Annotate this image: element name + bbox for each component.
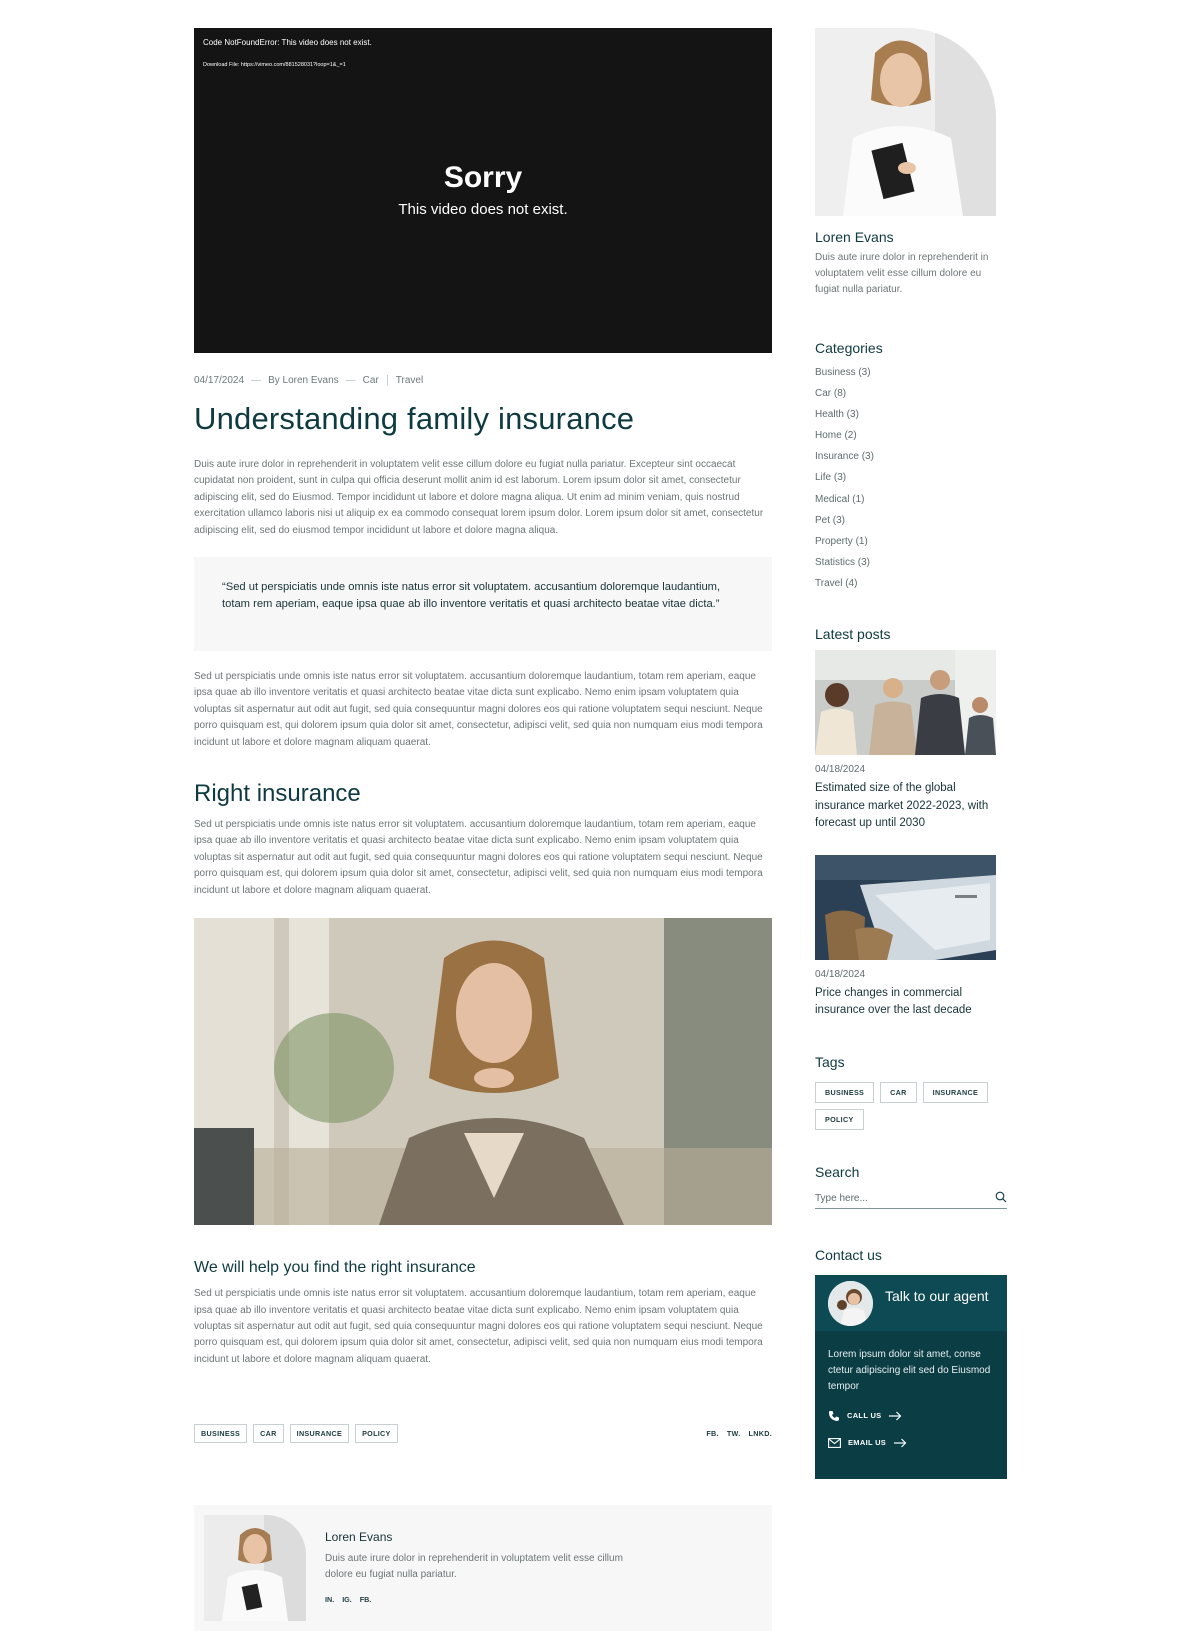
article-paragraph: Sed ut perspiciatis unde omnis iste natus error sit voluptatem. accusantium doloremque laudantium, totam rem aperiam, eaque ipsa quae ab illo inventore veritatis et quasi architecto beatae vitae dicta sunt explicabo. Nemo enim ipsam voluptatem quia voluptas sit aspernatur aut odit aut fugit, sed quia consequuntur magni dolores eos qui ratione voluptatem sequi nesciunt. Neque porro quisquam est, qui dolorem ipsum quia dolor sit amet, consectetur, adipisci velit, sed quia non numquam eius modi tempora incidunt ut labore et dolore magnam aliquam quaerat. xyxy=(194,1288,763,1365)
article-date: 04/17/2024 xyxy=(194,374,245,386)
meta-separator: — xyxy=(345,374,356,386)
search-widget xyxy=(815,1164,1007,1209)
latest-posts-title: Latest posts xyxy=(815,626,891,643)
phone-icon xyxy=(828,1410,840,1422)
categories-title: Categories xyxy=(815,340,883,356)
category-item[interactable]: Home (2) xyxy=(815,430,857,442)
sidebar-author-photo xyxy=(815,28,996,216)
category-item[interactable]: Car (8) xyxy=(815,388,847,400)
tags-cloud xyxy=(815,1082,1007,1130)
article-column xyxy=(194,28,772,1631)
article-tags xyxy=(194,1424,398,1443)
search-title: Search xyxy=(815,1163,860,1180)
call-us-label: CALL US xyxy=(847,1411,882,1421)
category-item[interactable]: Pet (3) xyxy=(815,514,846,526)
email-us-link[interactable] xyxy=(828,1438,907,1448)
author-social-links xyxy=(325,1595,371,1604)
share-twitter-link[interactable]: TW. xyxy=(726,1429,741,1439)
latest-post[interactable] xyxy=(815,650,1007,833)
arrow-right-icon xyxy=(893,1438,907,1448)
arrow-right-icon xyxy=(888,1411,902,1421)
agent-avatar xyxy=(828,1281,873,1326)
author-box-photo xyxy=(204,1515,306,1621)
categories-widget xyxy=(815,340,1007,594)
search-icon[interactable] xyxy=(995,1191,1007,1203)
social-linkedin-link[interactable]: IN. xyxy=(325,1595,335,1605)
search-box xyxy=(815,1188,1007,1209)
categories-list xyxy=(815,362,1007,594)
contact-widget xyxy=(815,1247,1007,1479)
article-paragraph: Duis aute irure dolor in reprehenderit in voluptatem velit esse cillum dolore eu fugiat nulla pariatur. Excepteur sint occaecat cupidatat non proident, sunt in culpa qui officia deserunt mollit anim id est laborum. Lorem ipsum dolor sit amet, consectetur adipiscing elit, sed do Eiusmod. Tempor incididunt ut labore et dolore magna aliqua. Ut enim ad minim veniam, quis nostrud exercitation ullamco laboris nisi ut aliquip ex ea commodo consequat lorem ipsum dolor. Lorem ipsum dolor sit amet, consectetur adipiscing elit, sed do eiusmod tempor incididunt ut labore et dolore magna aliqua. xyxy=(194,459,764,536)
video-player[interactable] xyxy=(194,28,772,353)
article-tags-row xyxy=(194,1424,772,1443)
search-input[interactable] xyxy=(815,1189,985,1207)
video-download-link[interactable]: Download File: https://vimeo.com/881528031?loop=1&_=1 xyxy=(203,62,346,68)
latest-post-thumbnail[interactable] xyxy=(815,855,996,960)
share-linkedin-link[interactable]: LNKD. xyxy=(748,1429,772,1439)
social-instagram-link[interactable]: IG. xyxy=(342,1595,352,1605)
tag-insurance[interactable]: INSURANCE xyxy=(290,1424,349,1443)
sidebar-author-name[interactable]: Loren Evans xyxy=(815,229,894,245)
article-title: Understanding family insurance xyxy=(194,401,635,436)
latest-post[interactable] xyxy=(815,855,1007,1020)
category-item[interactable]: Property (1) xyxy=(815,535,868,547)
contact-card-header xyxy=(815,1275,1007,1331)
category-item[interactable]: Travel (4) xyxy=(815,577,858,589)
article-paragraph: Sed ut perspiciatis unde omnis iste natus error sit voluptatem. accusantium doloremque laudantium, totam rem aperiam, eaque ipsa quae ab illo inventore veritatis et quasi architecto beatae vitae dicta sunt explicabo. Nemo enim ipsam voluptatem quia voluptas sit aspernatur aut odit aut fugit, sed quia consequuntur magni dolores eos qui ratione voluptatem sequi nesciunt. Neque porro quisquam est, qui dolorem ipsum quia dolor sit amet, consectetur, adipisci velit, sed quia non numquam eius modi tempora incidunt ut labore et dolore magnam aliquam quaerat. xyxy=(194,819,763,896)
call-us-link[interactable] xyxy=(828,1410,902,1422)
tag-policy[interactable]: POLICY xyxy=(815,1109,864,1130)
tag-business[interactable]: BUSINESS xyxy=(194,1424,247,1443)
article-paragraph: Sed ut perspiciatis unde omnis iste natus error sit voluptatem. accusantium doloremque laudantium, totam rem aperiam, eaque ipsa quae ab illo inventore veritatis et quasi architecto beatae vitae dicta sunt explicabo. Nemo enim ipsam voluptatem quia voluptas sit aspernatur aut odit aut fugit, sed quia consequuntur magni dolores eos qui ratione voluptatem sequi nesciunt. Neque porro quisquam est, qui dolorem ipsum quia dolor sit amet, consectetur, adipisci velit, sed quia non numquam eius modi tempora incidunt ut labore et dolore magnam aliquam quaerat. xyxy=(194,671,763,748)
contact-card-text: Lorem ipsum dolor sit amet, conse ctetur adipiscing elit sed do Eiusmod tempor xyxy=(828,1348,991,1392)
contact-title: Contact us xyxy=(815,1246,882,1263)
video-error-code: Code NotFoundError: This video does not exist. xyxy=(203,38,372,47)
category-item[interactable]: Medical (1) xyxy=(815,493,865,505)
author-box-name[interactable]: Loren Evans xyxy=(325,1530,393,1545)
email-us-label: EMAIL US xyxy=(848,1438,887,1448)
latest-post-thumbnail[interactable] xyxy=(815,650,996,755)
article-category-link[interactable]: Travel xyxy=(395,374,424,386)
sidebar-author-bio: Duis aute irure dolor in reprehenderit in voluptatem velit esse cillum dolore eu fugiat nulla pariatur. xyxy=(815,252,989,295)
tags-widget xyxy=(815,1054,1007,1130)
contact-card-title: Talk to our agent xyxy=(885,1287,989,1304)
video-sorry-heading: Sorry xyxy=(443,161,523,194)
tag-car[interactable]: CAR xyxy=(880,1082,916,1103)
article-photo-woman xyxy=(194,918,772,1225)
tag-car[interactable]: CAR xyxy=(253,1424,283,1443)
latest-post-title[interactable]: Price changes in commercial insurance over the last decade xyxy=(815,986,972,1017)
author-box-bio: Duis aute irure dolor in reprehenderit in voluptatem velit esse cillum dolore eu fugiat nulla pariatur. xyxy=(325,1553,623,1581)
category-item[interactable]: Insurance (3) xyxy=(815,451,874,463)
author-box xyxy=(194,1505,772,1631)
meta-separator: — xyxy=(251,374,262,386)
blockquote-text: “Sed ut perspiciatis unde omnis iste natus error sit voluptatem. accusantium doloremque laudantium, totam rem aperiam, eaque ipsa quae ab illo inventore veritatis et quasi architecto beatae vitae dicta.” xyxy=(222,581,721,611)
latest-posts-widget xyxy=(815,626,1007,1020)
social-facebook-link[interactable]: FB. xyxy=(359,1595,372,1605)
contact-card xyxy=(815,1275,1007,1479)
share-links xyxy=(706,1429,772,1438)
share-facebook-link[interactable]: FB. xyxy=(706,1429,719,1439)
latest-post-date: 04/18/2024 xyxy=(815,968,866,980)
latest-post-title[interactable]: Estimated size of the global insurance market 2022-2023, with forecast up until 2030 xyxy=(815,782,989,830)
video-error-message: This video does not exist. xyxy=(398,201,568,218)
sidebar xyxy=(815,28,1007,1479)
mail-icon xyxy=(828,1438,841,1448)
section-subheading: We will help you find the right insurance xyxy=(194,1259,476,1277)
category-item[interactable]: Business (3) xyxy=(815,367,871,378)
meta-divider xyxy=(387,375,388,386)
section-heading: Right insurance xyxy=(194,780,361,808)
tag-policy[interactable]: POLICY xyxy=(355,1424,398,1443)
latest-post-date: 04/18/2024 xyxy=(815,764,866,776)
category-item[interactable]: Health (3) xyxy=(815,409,859,421)
category-item[interactable]: Statistics (3) xyxy=(815,556,871,568)
tag-insurance[interactable]: INSURANCE xyxy=(923,1082,988,1103)
tags-title: Tags xyxy=(815,1053,845,1070)
article-meta xyxy=(194,373,772,387)
category-item[interactable]: Life (3) xyxy=(815,472,847,484)
tag-business[interactable]: BUSINESS xyxy=(815,1082,874,1103)
article-author-link[interactable]: By Loren Evans xyxy=(268,374,339,386)
article-category-link[interactable]: Car xyxy=(362,374,379,386)
blockquote xyxy=(194,557,772,651)
